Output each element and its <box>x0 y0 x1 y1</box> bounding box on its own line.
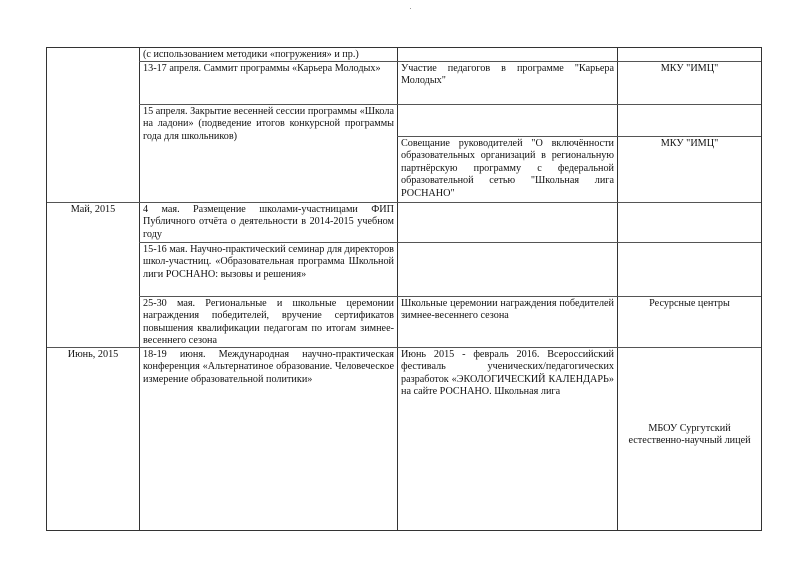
responsible-text: МБОУ Сургутский естественно-научный лицей <box>628 423 751 447</box>
april-meeting-responsible <box>618 137 761 202</box>
scan-speck <box>410 8 411 9</box>
event-text: 15 апреля. Закрытие весенней сессии программы «Школа на ладони» (подведение итогов конкурсной программы года для школьников) <box>143 106 394 142</box>
may-ceremonies-responsible <box>618 297 761 347</box>
june-festival <box>398 348 617 530</box>
event-text: 4 мая. Размещение школами-участницами ФИП Публичного отчёта о деятельности в 2014-2015 учебном году <box>143 204 394 240</box>
april-summit-participation <box>398 62 617 104</box>
continuation-cell <box>140 48 397 61</box>
event-text: 13-17 апреля. Саммит программы «Карьера Молодых» <box>143 63 381 74</box>
month-label: Май, 2015 <box>70 204 116 215</box>
responsible-text: МКУ "ИМЦ" <box>660 138 719 149</box>
june-conference-event <box>140 348 397 530</box>
month-label: Июнь, 2015 <box>67 349 119 360</box>
april-summit-event <box>140 62 397 104</box>
june-festival-responsible <box>618 348 761 530</box>
may-ceremonies-local <box>398 297 617 347</box>
responsible-text: Ресурсные центры <box>649 298 730 309</box>
activity-text: Совещание руководителей "О включённости образовательных организаций в региональную партнёрскую программу с федеральной образовательной сетью "Школьная лига РОСНАНО" <box>401 138 614 199</box>
activity-text: Школьные церемонии награждения победителей зимнее-весеннего сезона <box>401 298 614 322</box>
may-ceremonies-event <box>140 297 397 347</box>
event-text: 15-16 мая. Научно-практический семинар для директоров школ-участниц. «Образовательная программа Школьной лиги РОСНАНО: вызовы и решения» <box>143 244 394 280</box>
continuation-note: (с использованием методики «погружения» и пр.) <box>143 49 359 60</box>
april-closing-event <box>140 105 397 202</box>
responsible-text: МКУ "ИМЦ" <box>660 63 719 74</box>
april-summit-responsible <box>618 62 761 104</box>
activity-text: Июнь 2015 - февраль 2016. Всероссийский фестиваль ученических/педагогических разработок «ЭКОЛОГИЧЕСКИЙ КАЛЕНДАРЬ» на сайте РОСНАНО. Школьная лига <box>401 349 614 398</box>
activity-text: Участие педагогов в программе "Карьера Молодых" <box>401 63 614 87</box>
may-month-cell <box>47 203 139 347</box>
may-seminar-event <box>140 243 397 296</box>
june-month-cell <box>47 348 139 530</box>
april-meeting <box>398 137 617 202</box>
event-text: 18-19 июня. Международная научно-практическая конференция «Альтернатиное образование. Человеческое измерение образовательной политики» <box>143 349 394 385</box>
schedule-table <box>46 47 762 531</box>
event-text: 25-30 мая. Региональные и школьные церемонии награждения победителей, вручение сертификатов повышения квалификации педагогам по итогам зимнее-весеннего сезона <box>143 298 394 347</box>
may-report-event <box>140 203 397 242</box>
